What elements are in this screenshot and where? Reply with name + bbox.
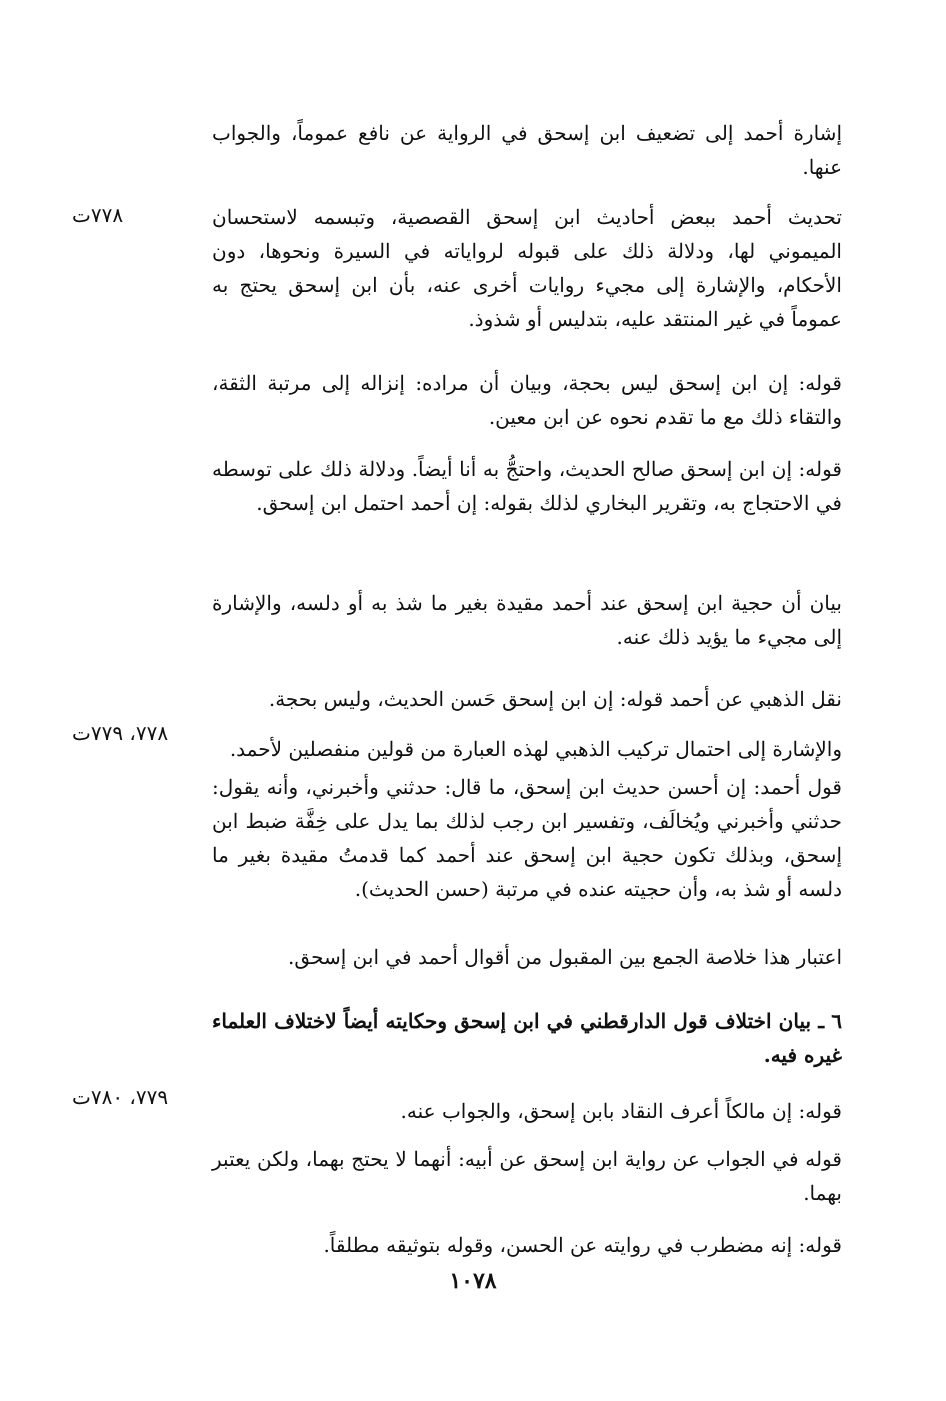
section-heading: ٦ ـ بيان اختلاف قول الدارقطني في ابن إسحق وحكايته أيضاً لاختلاف العلماء غيره فيه.: [212, 1009, 842, 1067]
index-entry: بيان أن حجية ابن إسحق عند أحمد مقيدة بغير ما شذ به أو دلسه، والإشارة إلى مجيء ما يؤيد ذلك عنه.: [212, 591, 842, 649]
index-entry: قوله: إن مالكاً أعرف النقاد بابن إسحق، والجواب عنه.: [400, 1099, 842, 1123]
index-entry: قوله في الجواب عن رواية ابن إسحق عن أبيه: أنهما لا يحتج بهما، ولكن يعتبر بهما.: [212, 1147, 842, 1205]
page-number: ١٠٧٨: [449, 1268, 497, 1294]
index-entry: تحديث أحمد ببعض أحاديث ابن إسحق القصصية، وتبسمه لاستحسان الميموني لها، ودلالة ذلك على قبوله لرواياته في السيرة ونحوها، دون الأحكام، والإشارة إلى مجيء روايات أخرى عنه، بأن ابن إسحق يحتج به عموماً في غير المنتقد عليه، بتدليس أو شذوذ.: [212, 205, 842, 331]
page-reference: ٧٧٩، ٧٨٠ت: [72, 1085, 169, 1109]
index-entry: قوله: إن ابن إسحق ليس بحجة، وبيان أن مراده: إنزاله إلى مرتبة الثقة، والتقاء ذلك مع ما تقدم نحوه عن ابن معين.: [212, 371, 842, 429]
index-entry: قول أحمد: إن أحسن حديث ابن إسحق، ما قال: حدثني وأخبرني، وأنه يقول: حدثني وأخبرني ويُخالَف، وتفسير ابن رجب لذلك بما يدل على خِفَّة ضبط ابن إسحق، وبذلك تكون حجية ابن إسحق عند أحمد كما قدمتُ مقيدة بغير ما دلسه أو شذ به، وأن حجيته عنده في مرتبة (حسن الحديث).: [212, 775, 842, 901]
page-reference: ٧٧٨، ٧٧٩ت: [72, 721, 169, 745]
index-entry: قوله: إن ابن إسحق صالح الحديث، واحتجُّ به أنا أيضاً. ودلالة ذلك على توسطه في الاحتجاج به، وتقرير البخاري لذلك بقوله: إن أحمد احتمل ابن إسحق.: [212, 457, 842, 515]
index-entry: إشارة أحمد إلى تضعيف ابن إسحق في الرواية عن نافع عموماً، والجواب عنها.: [212, 121, 842, 179]
index-entry: والإشارة إلى احتمال تركيب الذهبي لهذه العبارة من قولين منفصلين لأحمد.: [229, 737, 842, 761]
index-entry: اعتبار هذا خلاصة الجمع بين المقبول من أقوال أحمد في ابن إسحق.: [288, 945, 842, 969]
page-reference: ٧٧٨ت: [72, 203, 124, 227]
index-entry: قوله: إنه مضطرب في روايته عن الحسن، وقوله بتوثيقه مطلقاً.: [323, 1233, 842, 1257]
index-entry: نقل الذهبي عن أحمد قوله: إن ابن إسحق حَسن الحديث، وليس بحجة.: [268, 687, 842, 711]
